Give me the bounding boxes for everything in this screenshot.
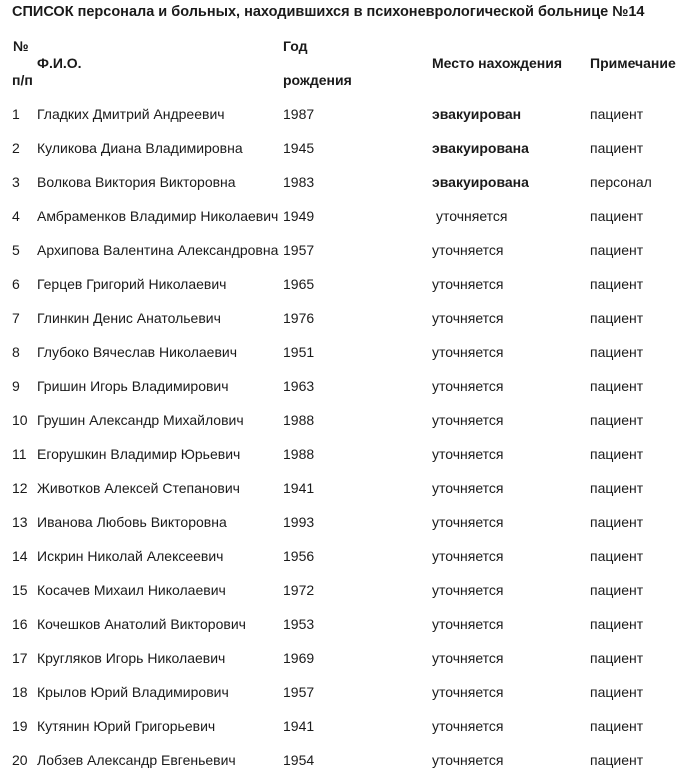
note-value: пациент xyxy=(590,140,644,156)
header-num-line1: № xyxy=(13,38,29,54)
location-status: уточняется xyxy=(432,684,504,700)
person-name: Архипова Валентина Александровна xyxy=(37,242,279,258)
birth-year: 1957 xyxy=(283,684,315,700)
row-number: 16 xyxy=(12,616,28,632)
header-location: Место нахождения xyxy=(432,55,563,71)
person-name: Глинкин Денис Анатольевич xyxy=(37,310,221,326)
row-number: 5 xyxy=(12,242,20,258)
location-status: уточняется xyxy=(436,208,508,224)
birth-year: 1954 xyxy=(283,752,315,768)
note-value: пациент xyxy=(590,718,644,734)
note-value: пациент xyxy=(590,752,644,768)
person-name: Крылов Юрий Владимирович xyxy=(37,684,229,700)
note-value: пациент xyxy=(590,446,644,462)
note-value: пациент xyxy=(590,480,644,496)
birth-year: 1951 xyxy=(283,344,315,360)
person-name: Грушин Александр Михайлович xyxy=(37,412,244,428)
location-status: уточняется xyxy=(432,514,504,530)
birth-year: 1969 xyxy=(283,650,315,666)
location-status: уточняется xyxy=(432,242,504,258)
person-name: Гладких Дмитрий Андреевич xyxy=(37,106,225,122)
person-name: Кругляков Игорь Николаевич xyxy=(37,650,226,666)
note-value: пациент xyxy=(590,378,644,394)
person-name: Волкова Виктория Викторовна xyxy=(37,174,236,190)
note-value: пациент xyxy=(590,208,644,224)
location-status: уточняется xyxy=(432,548,504,564)
location-status: уточняется xyxy=(432,718,504,734)
location-status: уточняется xyxy=(432,344,504,360)
note-value: пациент xyxy=(590,650,644,666)
location-status: уточняется xyxy=(432,616,504,632)
note-value: пациент xyxy=(590,548,644,564)
note-value: пациент xyxy=(590,412,644,428)
person-name: Герцев Григорий Николаевич xyxy=(37,276,227,292)
birth-year: 1945 xyxy=(283,140,315,156)
person-name: Лобзев Александр Евгеньевич xyxy=(37,752,236,768)
row-number: 1 xyxy=(12,106,20,122)
note-value: пациент xyxy=(590,106,644,122)
location-status: уточняется xyxy=(432,480,504,496)
row-number: 18 xyxy=(12,684,28,700)
birth-year: 1976 xyxy=(283,310,315,326)
row-number: 8 xyxy=(12,344,20,360)
location-status: эвакуирована xyxy=(432,140,529,156)
row-number: 11 xyxy=(12,446,27,462)
note-value: пациент xyxy=(590,616,644,632)
person-name: Кочешков Анатолий Викторович xyxy=(37,616,246,632)
location-status: уточняется xyxy=(432,276,504,292)
birth-year: 1949 xyxy=(283,208,315,224)
person-name: Искрин Николай Алексеевич xyxy=(37,548,224,564)
birth-year: 1993 xyxy=(283,514,315,530)
row-number: 7 xyxy=(12,310,20,326)
note-value: персонал xyxy=(590,174,652,190)
row-number: 15 xyxy=(12,582,28,598)
birth-year: 1963 xyxy=(283,378,315,394)
page-title: СПИСОК персонала и больных, находившихся в психоневрологической больнице №14 xyxy=(12,4,645,20)
person-name: Амбраменков Владимир Николаевич xyxy=(37,208,279,224)
location-status: эвакуирована xyxy=(432,174,529,190)
row-number: 4 xyxy=(12,208,20,224)
birth-year: 1941 xyxy=(283,718,315,734)
row-number: 6 xyxy=(12,276,20,292)
birth-year: 1988 xyxy=(283,412,315,428)
row-number: 13 xyxy=(12,514,28,530)
location-status: уточняется xyxy=(432,446,504,462)
row-number: 17 xyxy=(12,650,28,666)
note-value: пациент xyxy=(590,276,644,292)
person-name: Иванова Любовь Викторовна xyxy=(37,514,227,530)
row-number: 14 xyxy=(12,548,28,564)
row-number: 2 xyxy=(12,140,20,156)
person-name: Гришин Игорь Владимирович xyxy=(37,378,229,394)
row-number: 19 xyxy=(12,718,28,734)
header-year-line2: рождения xyxy=(283,72,352,88)
row-number: 12 xyxy=(12,480,28,496)
person-name: Егорушкин Владимир Юрьевич xyxy=(37,446,241,462)
location-status: уточняется xyxy=(432,378,504,394)
location-status: уточняется xyxy=(432,412,504,428)
birth-year: 1953 xyxy=(283,616,315,632)
birth-year: 1988 xyxy=(283,446,315,462)
note-value: пациент xyxy=(590,344,644,360)
birth-year: 1987 xyxy=(283,106,315,122)
header-note: Примечание xyxy=(590,55,676,71)
person-name: Глубоко Вячеслав Николаевич xyxy=(37,344,237,360)
row-number: 10 xyxy=(12,412,28,428)
birth-year: 1956 xyxy=(283,548,315,564)
header-year-line1: Год xyxy=(283,38,308,54)
note-value: пациент xyxy=(590,684,644,700)
location-status: уточняется xyxy=(432,310,504,326)
person-name: Кутянин Юрий Григорьевич xyxy=(37,718,216,734)
note-value: пациент xyxy=(590,310,644,326)
header-num-line2: п/п xyxy=(12,72,33,88)
note-value: пациент xyxy=(590,242,644,258)
birth-year: 1941 xyxy=(283,480,315,496)
location-status: уточняется xyxy=(432,650,504,666)
note-value: пациент xyxy=(590,514,644,530)
location-status: уточняется xyxy=(432,752,504,768)
person-name: Куликова Диана Владимировна xyxy=(37,140,243,156)
row-number: 9 xyxy=(12,378,20,394)
birth-year: 1957 xyxy=(283,242,315,258)
row-number: 3 xyxy=(12,174,20,190)
location-status: эвакуирован xyxy=(432,106,522,122)
person-name: Животков Алексей Степанович xyxy=(37,480,240,496)
birth-year: 1965 xyxy=(283,276,315,292)
header-name: Ф.И.О. xyxy=(37,55,82,71)
note-value: пациент xyxy=(590,582,644,598)
person-name: Косачев Михаил Николаевич xyxy=(37,582,226,598)
location-status: уточняется xyxy=(432,582,504,598)
birth-year: 1983 xyxy=(283,174,315,190)
birth-year: 1972 xyxy=(283,582,315,598)
row-number: 20 xyxy=(12,752,28,768)
